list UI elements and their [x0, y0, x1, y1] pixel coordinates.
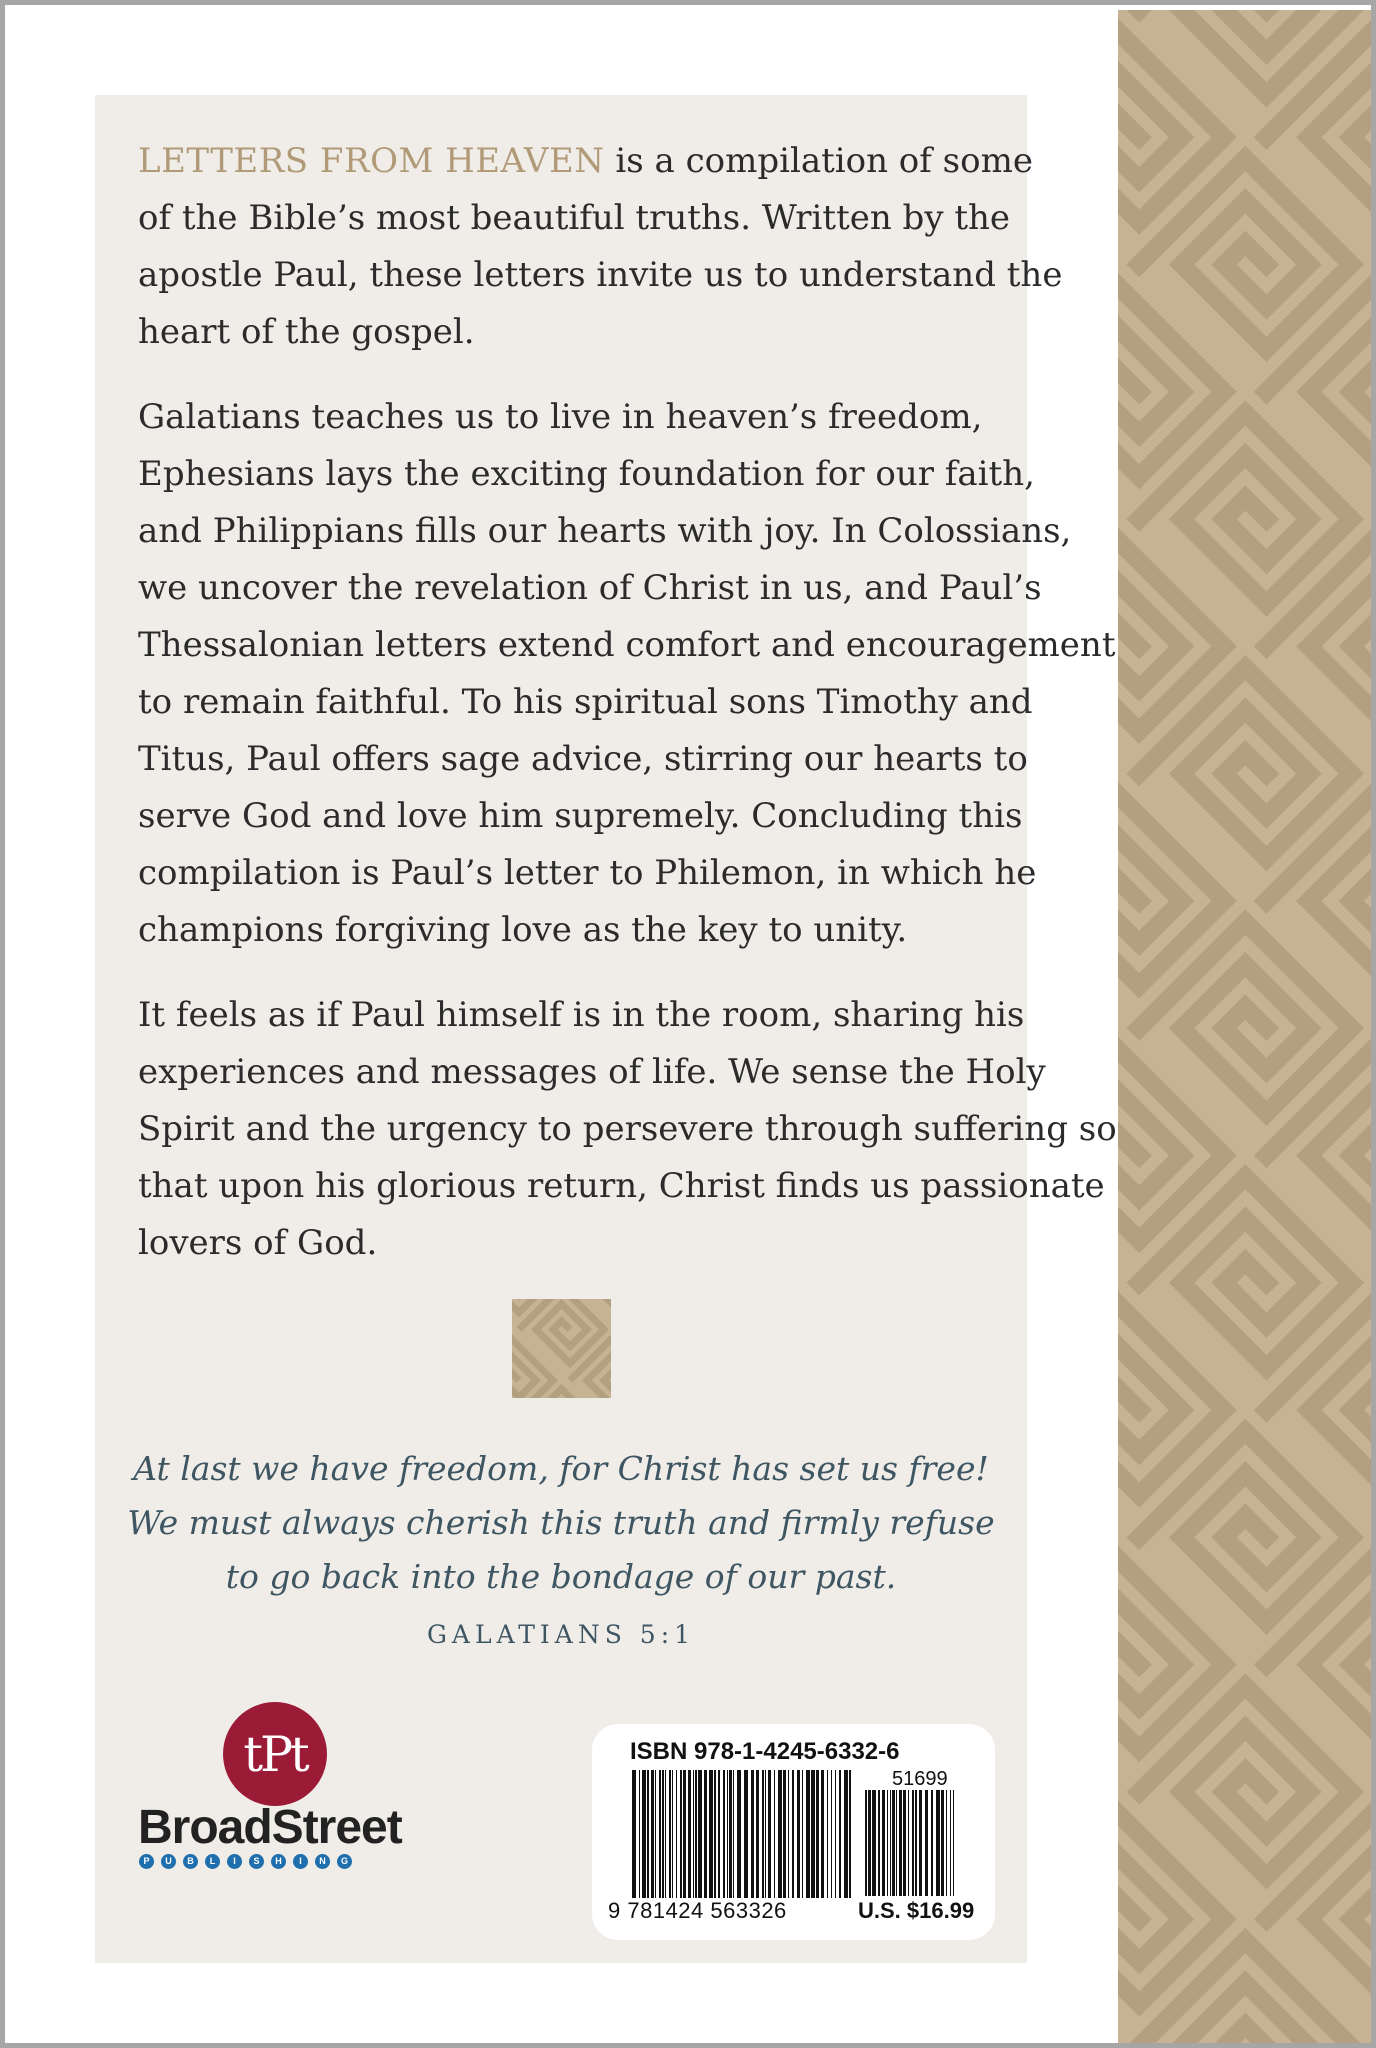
- barcode-bar: [811, 1770, 815, 1898]
- barcode-bar: [683, 1770, 686, 1898]
- barcode-bar: [936, 1790, 940, 1896]
- tagline-letter: I: [227, 1854, 242, 1869]
- tagline-letter: H: [271, 1854, 286, 1869]
- tagline-letter: P: [139, 1854, 154, 1869]
- barcode-bar: [765, 1770, 766, 1898]
- barcode-bar: [865, 1790, 867, 1896]
- publisher-name: BroadStreet: [138, 1801, 402, 1854]
- barcode-bar: [882, 1790, 885, 1896]
- barcode-bar: [698, 1770, 702, 1898]
- barcode-bar: [844, 1770, 848, 1898]
- barcode-bar: [792, 1770, 794, 1898]
- barcode-bar: [669, 1770, 671, 1898]
- blurb-line: of the Bible’s most beautiful truths. Written by the: [138, 198, 1011, 238]
- tagline-letter: B: [183, 1854, 198, 1869]
- quote-line: to go back into the bondage of our past.: [225, 1557, 897, 1596]
- tagline-letter: U: [161, 1854, 176, 1869]
- barcode-bar: [733, 1770, 734, 1898]
- tagline-letter: S: [249, 1854, 264, 1869]
- barcode-bar: [651, 1770, 654, 1898]
- price-label: U.S. $16.99: [858, 1898, 975, 1923]
- blurb-line: experiences and messages of life. We sense the Holy: [138, 1052, 1046, 1092]
- barcode-bar: [839, 1770, 841, 1898]
- blurb-line: serve God and love him supremely. Concluding this: [138, 796, 1023, 836]
- barcode-bar: [744, 1770, 748, 1898]
- barcode-bar: [751, 1770, 754, 1898]
- barcode-bar: [849, 1770, 851, 1898]
- barcode-bar: [908, 1790, 909, 1896]
- tagline-letter: G: [337, 1854, 352, 1869]
- spine-pattern: [1118, 10, 1376, 2048]
- barcode-bar: [797, 1770, 800, 1898]
- barcode-bar: [762, 1770, 764, 1898]
- greek-key-pattern-icon: [1118, 10, 1376, 2048]
- barcode-bar: [665, 1770, 666, 1898]
- barcode-bar: [827, 1770, 828, 1898]
- barcode-bar: [868, 1790, 871, 1896]
- barcode-bar: [727, 1770, 728, 1898]
- ean-digits: 9 781424 563326: [608, 1898, 787, 1923]
- blurb-line: Galatians teaches us to live in heaven’s freedom,: [138, 397, 983, 437]
- quote-line: At last we have freedom, for Christ has set us free!: [133, 1449, 989, 1488]
- barcode-bar: [778, 1770, 782, 1898]
- barcode-bar: [676, 1770, 677, 1898]
- blurb-line: heart of the gospel.: [138, 312, 475, 352]
- scripture-quote: [95, 1442, 1027, 1604]
- barcode-bar: [714, 1770, 716, 1898]
- barcode-bar: [816, 1770, 819, 1898]
- barcode-bar: [642, 1770, 646, 1898]
- blurb-line: It feels as if Paul himself is in the room, sharing his: [138, 995, 1025, 1035]
- barcode-bar: [892, 1790, 895, 1896]
- blurb-line: and Philippians fills our hearts with joy. In Colossians,: [138, 511, 1072, 551]
- blurb-line: apostle Paul, these letters invite us to understand the: [138, 255, 1063, 295]
- barcode-bar: [774, 1770, 775, 1898]
- barcode-bar: [693, 1770, 694, 1898]
- barcode-bar: [709, 1770, 713, 1898]
- barcode-bar: [835, 1770, 836, 1898]
- blurb-p1-line1: LETTERS FROM HEAVEN is a compilation of some: [138, 141, 1033, 181]
- barcode-bar: [768, 1770, 771, 1898]
- barcode-bar: [688, 1770, 691, 1898]
- barcode-bar: [946, 1790, 947, 1896]
- tagline-letter: I: [293, 1854, 308, 1869]
- barcode-bar: [632, 1770, 636, 1898]
- barcode-bar: [941, 1790, 944, 1896]
- blurb-line: champions forgiving love as the key to unity.: [138, 910, 908, 950]
- barcode-bar: [872, 1790, 876, 1896]
- isbn-label: ISBN 978-1-4245-6332-6: [630, 1738, 900, 1765]
- quote-line: We must always cherish this truth and firmly refuse: [127, 1503, 995, 1542]
- barcode-bar: [887, 1790, 888, 1896]
- addon-number: 51699: [892, 1768, 948, 1790]
- book-title: LETTERS FROM HEAVEN: [138, 141, 605, 181]
- blurb-line: Thessalonian letters extend comfort and encouragement: [138, 625, 1116, 665]
- blurb-line: Spirit and the urgency to persevere through suffering so: [138, 1109, 1117, 1149]
- barcode-bar: [639, 1770, 640, 1898]
- barcode-bar: [925, 1790, 928, 1896]
- barcode-bar: [896, 1790, 897, 1896]
- greek-key-emblem-icon: [512, 1299, 611, 1398]
- barcode-bar: [783, 1770, 786, 1898]
- addon-barcode: [865, 1790, 957, 1896]
- barcode-bar: [788, 1770, 789, 1898]
- blurb-line: Ephesians lays the exciting foundation for our faith,: [138, 454, 1035, 494]
- barcode-bar: [802, 1770, 803, 1898]
- barcode-bar: [912, 1790, 914, 1896]
- barcode-bar: [647, 1770, 649, 1898]
- barcode-bar: [931, 1790, 933, 1896]
- blurb-text: [138, 133, 1117, 1272]
- barcode-bar: [718, 1770, 720, 1898]
- barcode-bar: [950, 1790, 951, 1896]
- blurb-line: lovers of God.: [138, 1223, 378, 1263]
- barcode-bar: [655, 1770, 656, 1898]
- ean-barcode: [632, 1770, 852, 1898]
- barcode-bar: [919, 1790, 922, 1896]
- blurb-line: that upon his glorious return, Christ finds us passionate: [138, 1166, 1105, 1206]
- barcode-bar: [806, 1770, 810, 1898]
- tagline-letter: L: [205, 1854, 220, 1869]
- barcode-bar: [737, 1770, 741, 1898]
- barcode-bar: [756, 1770, 759, 1898]
- barcode-bar: [704, 1770, 707, 1898]
- publisher-logo-monogram: tPt: [223, 1702, 327, 1806]
- blurb-line: we uncover the revelation of Christ in us, and Paul’s: [138, 568, 1042, 608]
- barcode-bar: [695, 1770, 697, 1898]
- barcode-bar: [878, 1790, 880, 1896]
- barcode-bar: [915, 1790, 917, 1896]
- blurb-line: compilation is Paul’s letter to Philemon, in which he: [138, 853, 1037, 893]
- barcode-bar: [680, 1770, 682, 1898]
- barcode-bar: [953, 1790, 954, 1896]
- barcode-bar: [662, 1770, 664, 1898]
- blurb-line: Titus, Paul offers sage advice, stirring our hearts to: [138, 739, 1028, 779]
- barcode-bar: [729, 1770, 732, 1898]
- barcode-bar: [659, 1770, 661, 1898]
- tagline-letter: N: [315, 1854, 330, 1869]
- barcode-bar: [672, 1770, 673, 1898]
- blurb-line: to remain faithful. To his spiritual sons Timothy and: [138, 682, 1033, 722]
- barcode-bar: [723, 1770, 725, 1898]
- barcode-bar: [903, 1790, 906, 1896]
- barcode-box: [592, 1724, 995, 1940]
- barcode-bar: [821, 1770, 824, 1898]
- barcode-bar: [890, 1790, 891, 1896]
- barcode-bar: [899, 1790, 902, 1896]
- publisher-tagline: [139, 1854, 352, 1869]
- barcode-bar: [831, 1770, 832, 1898]
- scripture-reference: GALATIANS 5:1: [426, 1620, 696, 1649]
